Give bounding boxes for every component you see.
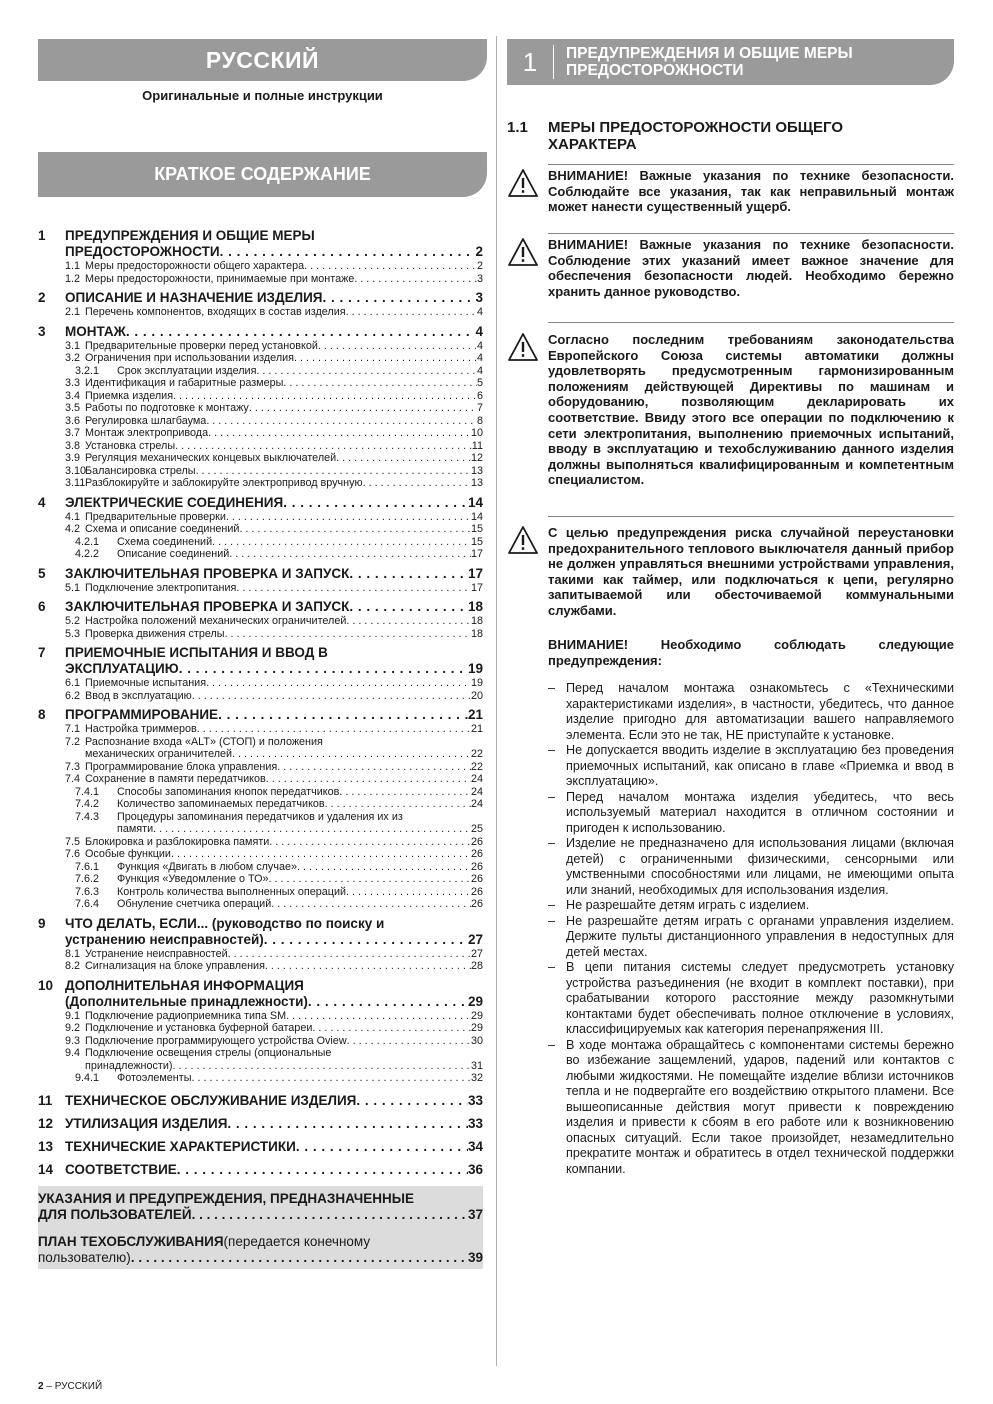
attention-heading: ВНИМАНИЕ! Необходимо соблюдать следующие предупреждения: xyxy=(548,637,954,668)
toc-entry-4-2[interactable]: 4.2 Схема и описание соединений . . . 15 xyxy=(38,523,483,536)
divider xyxy=(548,516,954,517)
warning-triangle-icon xyxy=(507,525,543,619)
warning-text: С целью предупреждения риска случайной переустановки предохранительного теплового выключателя данный прибор не должен управляться внешними устройствами управления, такими как таймер, или подключаться к цепи, регулярно запитываемой или обесточиваемой коммунальными службами. xyxy=(548,525,954,618)
list-item: – Перед началом монтажа ознакомьтесь с «Техническими характеристиками изделия», в частности, убедитесь, что данное изделие пригодно для автоматизации вашего направляемого элемента. Если это не так, НЕ приступайте к установке. xyxy=(548,681,954,742)
toc-entry-7-4-3[interactable]: 7.4.3 Процедуры запоминания передатчиков и удаления их из xyxy=(75,810,403,823)
toc-entry-7-3[interactable]: 7.3 Программирование блока управления . . . 22 xyxy=(38,761,483,774)
toc-entry-2-1[interactable]: 2.1 Перечень компонентов, входящих в состав изделия . . . 4 xyxy=(38,306,483,319)
section-heading xyxy=(507,119,954,153)
toc-entry-9-4[interactable]: 9.4 Подключение освещения стрелы (опциональные xyxy=(65,1047,332,1059)
toc-chapter-11[interactable]: 11 ТЕХНИЧЕСКОЕ ОБСЛУЖИВАНИЕ ИЗДЕЛИЯ . . . 33 xyxy=(38,1093,483,1109)
divider xyxy=(548,233,954,234)
toc-chapter-9[interactable]: 9 ЧТО ДЕЛАТЬ, ЕСЛИ... (руководство по поиску и xyxy=(38,915,385,931)
toc-chapter-5[interactable]: 5 ЗАКЛЮЧИТЕЛЬНАЯ ПРОВЕРКА И ЗАПУСК . . . 17 xyxy=(38,566,483,582)
warning-triangle-icon xyxy=(507,332,543,488)
toc-entry-3-5[interactable]: 3.5 Работы по подготовке к монтажу . . . 7 xyxy=(38,402,483,415)
toc-entry-9-2[interactable]: 9.2 Подключение и установка буферной батареи . . . 29 xyxy=(38,1022,483,1035)
language-banner xyxy=(38,39,487,81)
list-item: – Не допускается вводить изделие в эксплуатацию без проведения приемочных испытаний, как описано в главе «Приемка и ввод в эксплуатацию». xyxy=(548,743,954,788)
toc-chapter-3[interactable]: 3 МОНТАЖ . . . 4 xyxy=(38,324,483,340)
toc-entry-4-1[interactable]: 4.1 Предварительные проверки . . . 14 xyxy=(38,511,483,524)
toc-maintenance-plan-cont[interactable]: пользователю) . . . 39 xyxy=(38,1250,483,1266)
toc-chapter-10[interactable]: 10 ДОПОЛНИТЕЛЬНАЯ ИНФОРМАЦИЯ xyxy=(38,977,304,993)
toc-chapter-14[interactable]: 14 СООТВЕТСТВИЕ . . . 36 xyxy=(38,1162,483,1178)
section-title: МЕРЫ ПРЕДОСТОРОЖНОСТИ ОБЩЕГО ХАРАКТЕРА xyxy=(548,119,844,153)
toc-entry-3-8[interactable]: 3.8 Установка стрелы . . . 11 xyxy=(38,440,483,453)
toc-chapter-7[interactable]: 7 ПРИЕМОЧНЫЕ ИСПЫТАНИЯ И ВВОД В xyxy=(38,645,328,660)
toc-entry-3-4[interactable]: 3.4 Приемка изделия . . . 6 xyxy=(38,390,483,403)
toc-entry-7-6-4[interactable]: 7.6.4 Обнуление счетчика операций . . . 26 xyxy=(38,898,483,911)
toc-chapter-4[interactable]: 4 ЭЛЕКТРИЧЕСКИЕ СОЕДИНЕНИЯ . . . 14 xyxy=(38,495,483,511)
toc-entry-8-1[interactable]: 8.1 Устранение неисправностей . . . 27 xyxy=(38,948,483,961)
toc-chapter-10-cont[interactable]: (Дополнительные принадлежности) . . . 29 xyxy=(38,994,483,1010)
toc-entry-4-2-1[interactable]: 4.2.1 Схема соединений . . . 15 xyxy=(38,536,483,549)
user-sections-box xyxy=(38,1186,483,1269)
divider xyxy=(548,164,954,165)
warning-block xyxy=(507,168,954,215)
section-number: 1.1 xyxy=(507,119,528,136)
toc-entry-7-2[interactable]: 7.2 Распознание входа «ALT» (СТОП) и положения xyxy=(65,735,323,748)
warning-block xyxy=(507,525,954,619)
toc-entry-9-4-1[interactable]: 9.4.1 Фотоэлементы . . . 32 xyxy=(38,1072,483,1085)
toc-banner xyxy=(38,152,487,197)
toc-chapter-9-cont[interactable]: устранению неисправностей) . . . 27 xyxy=(38,932,483,948)
list-item: – Перед началом монтажа изделия убедитесь, что весь используемый материал находится в отличном состоянии и пригоден к использованию. xyxy=(548,789,954,835)
toc-chapter-1-cont[interactable]: ПРЕДОСТОРОЖНОСТИ . . . 2 xyxy=(38,244,483,260)
toc-entry-7-4-3-cont[interactable]: памяти . . . 25 xyxy=(38,823,483,836)
toc-entry-8-2[interactable]: 8.2 Сигнализация на блоке управления . . . 28 xyxy=(38,960,483,973)
toc-entry-5-1[interactable]: 5.1 Подключение электропитания . . . 17 xyxy=(38,582,483,595)
toc-entry-7-6-2[interactable]: 7.6.2 Функция «Уведомление о ТО» . . . 26 xyxy=(38,873,483,886)
toc-entry-7-4[interactable]: 7.4 Сохранение в памяти передатчиков . . . 24 xyxy=(38,773,483,786)
toc-chapter-6[interactable]: 6 ЗАКЛЮЧИТЕЛЬНАЯ ПРОВЕРКА И ЗАПУСК . . . 18 xyxy=(38,599,483,615)
table-of-contents xyxy=(38,223,483,1269)
warning-block xyxy=(507,332,954,488)
chapter-title: ПРЕДУПРЕЖДЕНИЯ И ОБЩИЕ МЕРЫ ПРЕДОСТОРОЖНОСТИ xyxy=(566,45,853,79)
toc-entry-3-3[interactable]: 3.3 Идентификация и габаритные размеры . . . 5 xyxy=(38,377,483,390)
toc-entry-9-4-cont[interactable]: принадлежности) . . . 31 xyxy=(38,1060,483,1073)
warning-text: Согласно последним требованиям законодательства Европейского Союза системы автоматики должны удовлетворять предусмотренным гармонизированным положениям действующей Директивы по машинам и оборудованию, позволяющим декларировать их соответствие. Ввиду этого все операции по подключению к сети электропитания, выполнению приемочных испытаний, вводу в эксплуатацию и техобслуживанию данного изделия должны выполняться квалифицированным и компетентным специалистом. xyxy=(548,332,954,488)
toc-chapter-8[interactable]: 8 ПРОГРАММИРОВАНИЕ . . . 21 xyxy=(38,707,483,723)
toc-entry-9-1[interactable]: 9.1 Подключение радиоприемника типа SM . . . 29 xyxy=(38,1010,483,1023)
list-item: – Изделие не предназначено для использования лицами (включая детей) с ограниченными физическими, сенсорными или умственными способностями или лицами, не имеющими опыта или знаний, необходимых для использования изделия. xyxy=(548,836,954,897)
toc-entry-7-6-3[interactable]: 7.6.3 Контроль количества выполненных операций . . . 26 xyxy=(38,886,483,899)
toc-entry-3-1[interactable]: 3.1 Предварительные проверки перед установкой . . . 4 xyxy=(38,340,483,353)
toc-entry-3-6[interactable]: 3.6 Регулировка шлагбаума . . . 8 xyxy=(38,415,483,428)
list-item: – Не разрешайте детям играть с органами управления изделием. Держите пульты дистанционного управления в недоступных для детей местах. xyxy=(548,913,954,959)
toc-entry-4-2-2[interactable]: 4.2.2 Описание соединений . . . 17 xyxy=(38,548,483,561)
toc-entry-3-10[interactable]: 3.10 Балансировка стрелы . . . 13 xyxy=(38,465,483,478)
page-number: 2 xyxy=(38,1381,44,1392)
toc-entry-3-9[interactable]: 3.9 Регуляция механических концевых выключателей . . . 12 xyxy=(38,452,483,465)
precautions-list xyxy=(548,681,954,1177)
warning-triangle-icon xyxy=(507,237,543,299)
list-item: – В цепи питания системы следует предусмотреть установку устройства разъединения (не входит в комплект поставки), при срабатывании которого расстояние между разомкнутыми контактами будет обеспечивать полное отключение в условиях, классифицируемых как категория перенапряжения III. xyxy=(548,960,954,1036)
toc-entry-9-3[interactable]: 9.3 Подключение программирующего устройства Oview . . . 30 xyxy=(38,1035,483,1048)
warning-text: ВНИМАНИЕ! Важные указания по технике безопасности. Соблюдайте все указания, так как неправильный монтаж может нанести существенный ущерб. xyxy=(548,168,954,215)
page-footer xyxy=(38,1381,102,1392)
toc-entry-3-2[interactable]: 3.2 Ограничения при использовании изделия . . . 4 xyxy=(38,352,483,365)
toc-title: КРАТКОЕ СОДЕРЖАНИЕ xyxy=(154,164,371,184)
toc-entry-3-11[interactable]: 3.11 Разблокируйте и заблокируйте электропривод вручную . . . 13 xyxy=(38,477,483,490)
toc-entry-7-1[interactable]: 7.1 Настройка триммеров . . . 21 xyxy=(38,723,483,736)
toc-chapter-13[interactable]: 13 ТЕХНИЧЕСКИЕ ХАРАКТЕРИСТИКИ . . . 34 xyxy=(38,1139,483,1155)
toc-chapter-2[interactable]: 2 ОПИСАНИЕ И НАЗНАЧЕНИЕ ИЗДЕЛИЯ . . . 3 xyxy=(38,290,483,306)
toc-entry-6-2[interactable]: 6.2 Ввод в эксплуатацию . . . 20 xyxy=(38,690,483,703)
toc-entry-7-6-1[interactable]: 7.6.1 Функция «Двигать в любом случае» . . . 26 xyxy=(38,861,483,874)
language-title: РУССКИЙ xyxy=(205,46,320,73)
list-item: – В ходе монтажа обращайтесь с компонентами системы бережно во избежание защемлений, ударов, падений или контактов с любыми жидкостями. Не помещайте изделие вблизи источников тепла и не подвергайте его воздействию открытого пламени. Все вышеописанные действия могут привести к повреждению изделия и привести к сбоям в его работе или к возникновению опасных ситуаций. Если такое произойдет, незамедлительно прекратите монтаж и обратитесь в отдел технической поддержки компании. xyxy=(548,1037,954,1176)
toc-user-instructions[interactable]: УКАЗАНИЯ И ПРЕДУПРЕЖДЕНИЯ, ПРЕДНАЗНАЧЕННЫЕ xyxy=(38,1190,415,1206)
toc-entry-1-1[interactable]: 1.1 Меры предосторожности общего характера . . . 2 xyxy=(38,260,483,273)
toc-entry-7-2-cont[interactable]: механических ограничителей . . . 22 xyxy=(38,748,483,761)
toc-entry-3-7[interactable]: 3.7 Монтаж электропривода . . . 10 xyxy=(38,427,483,440)
chapter-number: 1 xyxy=(522,46,538,77)
toc-chapter-12[interactable]: 12 УТИЛИЗАЦИЯ ИЗДЕЛИЯ . . . 33 xyxy=(38,1116,483,1132)
footer-language: РУССКИЙ xyxy=(54,1381,103,1392)
toc-entry-7-4-1[interactable]: 7.4.1 Способы запоминания кнопок передатчиков . . . 24 xyxy=(38,786,483,799)
footer-sep: – xyxy=(43,1381,55,1392)
toc-entry-6-1[interactable]: 6.1 Приемочные испытания . . . 19 xyxy=(38,677,483,690)
toc-entry-7-4-2[interactable]: 7.4.2 Количество запоминаемых передатчиков . . . 24 xyxy=(38,798,483,811)
toc-maintenance-plan[interactable]: ПЛАН ТЕХОБСЛУЖИВАНИЯ (передается конечному xyxy=(38,1233,371,1249)
chapter-divider xyxy=(553,45,554,79)
warning-text: ВНИМАНИЕ! Важные указания по технике безопасности. Соблюдение этих указаний имеет важное значение для обеспечения безопасности людей. Необходимо бережно хранить данное руководство. xyxy=(548,237,954,299)
toc-entry-1-2[interactable]: 1.2 Меры предосторожности, принимаемые при монтаже . . . 3 xyxy=(38,273,483,286)
warning-triangle-icon xyxy=(507,168,543,215)
toc-entry-3-2-1[interactable]: 3.2.1 Срок эксплуатации изделия . . . 4 xyxy=(38,365,483,378)
warning-block xyxy=(507,237,954,299)
toc-chapter-7-cont[interactable]: ЭКСПЛУАТАЦИЮ . . . 19 xyxy=(38,661,483,677)
divider xyxy=(548,322,954,323)
toc-chapter-1[interactable]: 1 ПРЕДУПРЕЖДЕНИЯ И ОБЩИЕ МЕРЫ xyxy=(38,228,315,243)
toc-entry-5-2[interactable]: 5.2 Настройка положений механических ограничителей . . . 18 xyxy=(38,615,483,628)
subtitle: Оригинальные и полные инструкции xyxy=(142,88,383,103)
toc-user-instructions-cont[interactable]: ДЛЯ ПОЛЬЗОВАТЕЛЕЙ . . . 37 xyxy=(38,1207,483,1223)
column-divider xyxy=(496,36,497,1366)
toc-entry-5-3[interactable]: 5.3 Проверка движения стрелы . . . 18 xyxy=(38,628,483,641)
toc-entry-7-5[interactable]: 7.5 Блокировка и разблокировка памяти . . . 26 xyxy=(38,836,483,849)
list-item: – Не разрешайте детям играть с изделием. xyxy=(548,898,810,912)
toc-entry-7-6[interactable]: 7.6 Особые функции . . . 26 xyxy=(38,848,483,861)
chapter-banner xyxy=(507,39,954,85)
